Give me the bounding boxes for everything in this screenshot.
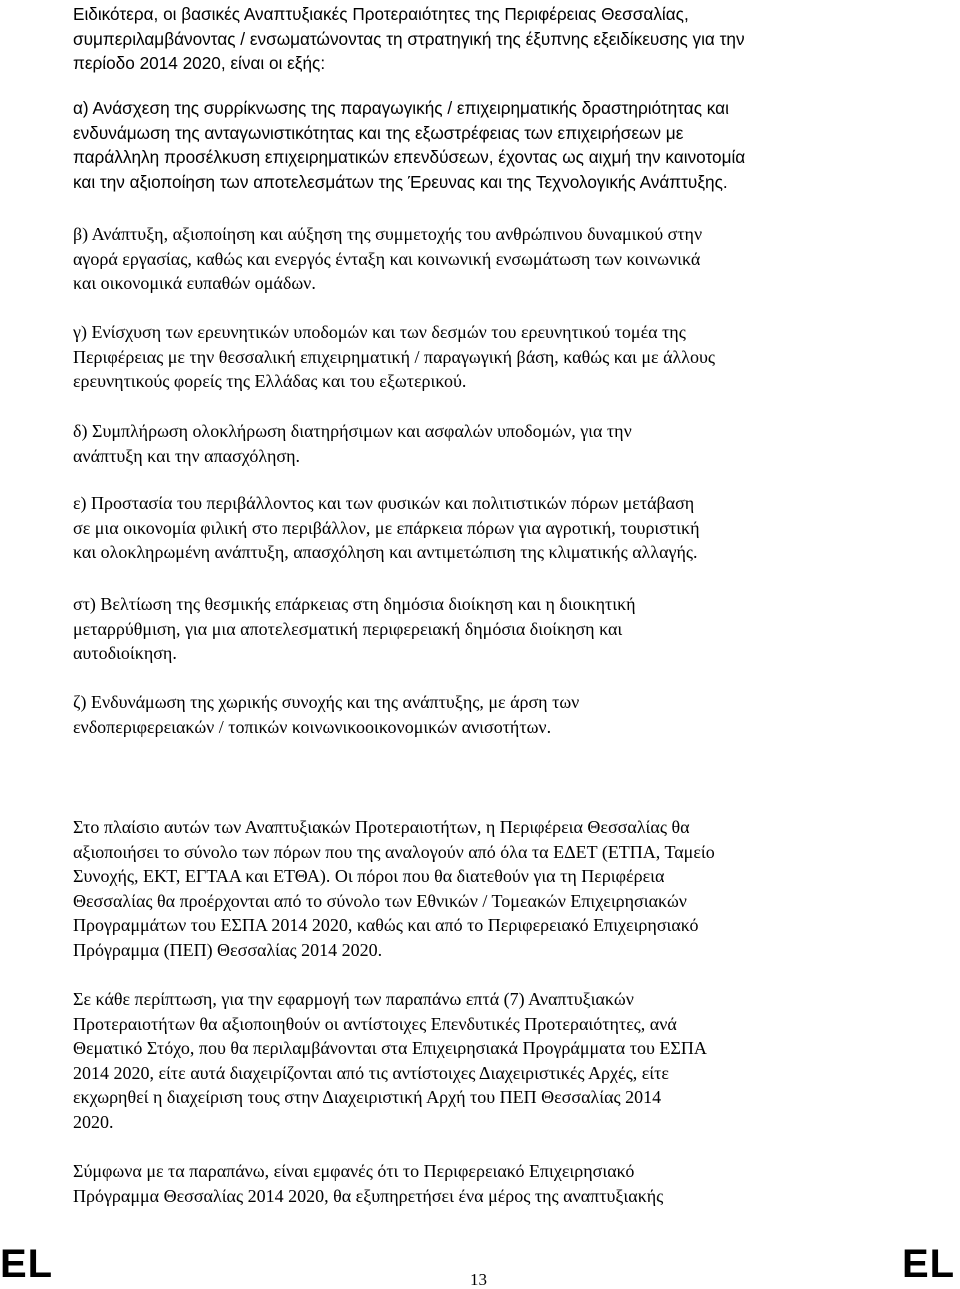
text-line: μεταρρύθμιση, για μια αποτελεσματική περιφερειακή δημόσια διοίκηση και (73, 618, 623, 639)
text-line: Προτεραιοτήτων θα αξιοποιηθούν οι αντίστοιχες Επενδυτικές Προτεραιότητες, ανά (73, 1013, 677, 1034)
text-line: αυτοδιοίκηση. (73, 643, 177, 663)
text-line: παράλληλη προσέλκυση επιχειρηματικών επενδύσεων, έχοντας ως αιχμή την καινοτομία (73, 147, 746, 167)
text-line: και οικονομικά ευπαθών ομάδων. (73, 273, 316, 293)
text-line: 2014 2020, είτε αυτά διαχειρίζονται από τις αντίστοιχες Διαχειριστικές Αρχές, είτε (73, 1062, 669, 1083)
text-line: ενδοπεριφερειακών / τοπικών κοινωνικοοικονομικών ανισοτήτων. (73, 716, 552, 737)
priority-b-paragraph (73, 222, 873, 296)
priority-st-paragraph (73, 592, 873, 666)
text-line: 2020. (73, 1111, 114, 1132)
text-line: και ολοκληρωμένη ανάπτυξη, απασχόληση και αντιμετώπιση της κλιματικής αλλαγής. (73, 542, 698, 562)
text-line: Θεματικό Στόχο, που θα περιλαμβάνονται στα Επιχειρησιακά Προγράμματα του ΕΣΠΑ (73, 1038, 707, 1058)
text-line: Ειδικότερα, οι βασικές Αναπτυξιακές Προτεραιότητες της Περιφέρειας Θεσσαλίας, (73, 4, 689, 24)
text-line: Σε κάθε περίπτωση, για την εφαρμογή των παραπάνω επτά (7) Αναπτυξιακών (73, 989, 634, 1009)
intro-paragraph (73, 2, 873, 76)
text-line: Πρόγραμμα Θεσσαλίας 2014 2020, θα εξυπηρετήσει ένα μέρος της αναπτυξιακής (73, 1185, 664, 1206)
priority-d-paragraph (73, 419, 873, 468)
text-line: α) Ανάσχεση της συρρίκνωσης της παραγωγικής / επιχειρηματικής δραστηριότητας και (73, 98, 729, 118)
text-line: Πρόγραμμα (ΠΕΠ) Θεσσαλίας 2014 2020. (73, 939, 383, 960)
funding-paragraph (73, 815, 873, 962)
footer-language-left: EL (0, 1242, 54, 1286)
text-line: ε) Προστασία του περιβάλλοντος και των φυσικών και πολιτιστικών πόρων μετάβαση (73, 493, 695, 513)
implementation-paragraph (73, 987, 873, 1134)
text-line: στ) Βελτίωση της θεσμικής επάρκειας στη δημόσια διοίκηση και η διοικητική (73, 594, 636, 614)
priority-e-paragraph (73, 491, 873, 565)
page-number: 13 (470, 1270, 487, 1289)
priority-c-paragraph (73, 320, 873, 394)
text-line: Περιφέρειας με την θεσσαλική επιχειρηματική / παραγωγική βάση, καθώς και με άλλους (73, 346, 716, 367)
conclusion-paragraph (73, 1159, 873, 1208)
text-line: Συνοχής, ΕΚΤ, ΕΓΤΑΑ και ΕΤΘΑ). Οι πόροι που θα διατεθούν για τη Περιφέρεια (73, 866, 665, 886)
text-line: σε μια οικονομία φιλική στο περιβάλλον, με επάρκεια πόρων για αγροτική, τουριστική (73, 517, 700, 538)
text-line: αγορά εργασίας, καθώς και ενεργός ένταξη και κοινωνική ενσωμάτωση των κοινωνικά (73, 248, 701, 269)
text-line: ζ) Ενδυνάμωση της χωρικής συνοχής και της ανάπτυξης, με άρση των (73, 692, 580, 712)
text-line: Σύμφωνα με τα παραπάνω, είναι εμφανές ότι το Περιφερειακό Επιχειρησιακό (73, 1161, 635, 1181)
text-line: Στο πλαίσιο αυτών των Αναπτυξιακών Προτεραιοτήτων, η Περιφέρεια Θεσσαλίας θα (73, 817, 690, 837)
footer-language-right: EL (902, 1242, 956, 1286)
text-line: ερευνητικούς φορείς της Ελλάδας και του εξωτερικού. (73, 371, 467, 391)
text-line: και την αξιοποίηση των αποτελεσμάτων της Έρευνας και της Τεχνολογικής Ανάπτυξης. (73, 171, 728, 192)
text-line: Θεσσαλίας θα προέρχονται από το σύνολο των Εθνικών / Τομεακών Επιχειρησιακών (73, 890, 687, 911)
text-line: β) Ανάπτυξη, αξιοποίηση και αύξηση της συμμετοχής του ανθρώπινου δυναμικού στην (73, 224, 703, 244)
text-line: συμπεριλαμβάνοντας / ενσωματώνοντας τη στρατηγική της έξυπνης εξειδίκευσης για την (73, 28, 745, 49)
text-line: περίοδο 2014 2020, είναι οι εξής: (73, 53, 326, 73)
text-line: ανάπτυξη και την απασχόληση. (73, 445, 300, 466)
text-line: δ) Συμπλήρωση ολοκλήρωση διατηρήσιμων και ασφαλών υποδομών, για την (73, 421, 632, 441)
text-line: αξιοποιήσει το σύνολο των πόρων που της αναλογούν από όλα τα ΕΔΕΤ (ΕΤΠΑ, Ταμείο (73, 841, 715, 862)
text-line: εκχωρηθεί η διαχείριση τους στην Διαχειριστική Αρχή του ΠΕΠ Θεσσαλίας 2014 (73, 1087, 662, 1107)
priority-z-paragraph (73, 690, 873, 739)
text-line: ενδυνάμωση της ανταγωνιστικότητας και της εξωστρέφειας των επιχειρήσεων με (73, 122, 684, 143)
priority-a-paragraph (73, 96, 873, 194)
text-line: γ) Ενίσχυση των ερευνητικών υποδομών και των δεσμών του ερευνητικού τομέα της (73, 322, 686, 342)
text-line: Προγραμμάτων του ΕΣΠΑ 2014 2020, καθώς και από το Περιφερειακό Επιχειρησιακό (73, 915, 699, 935)
